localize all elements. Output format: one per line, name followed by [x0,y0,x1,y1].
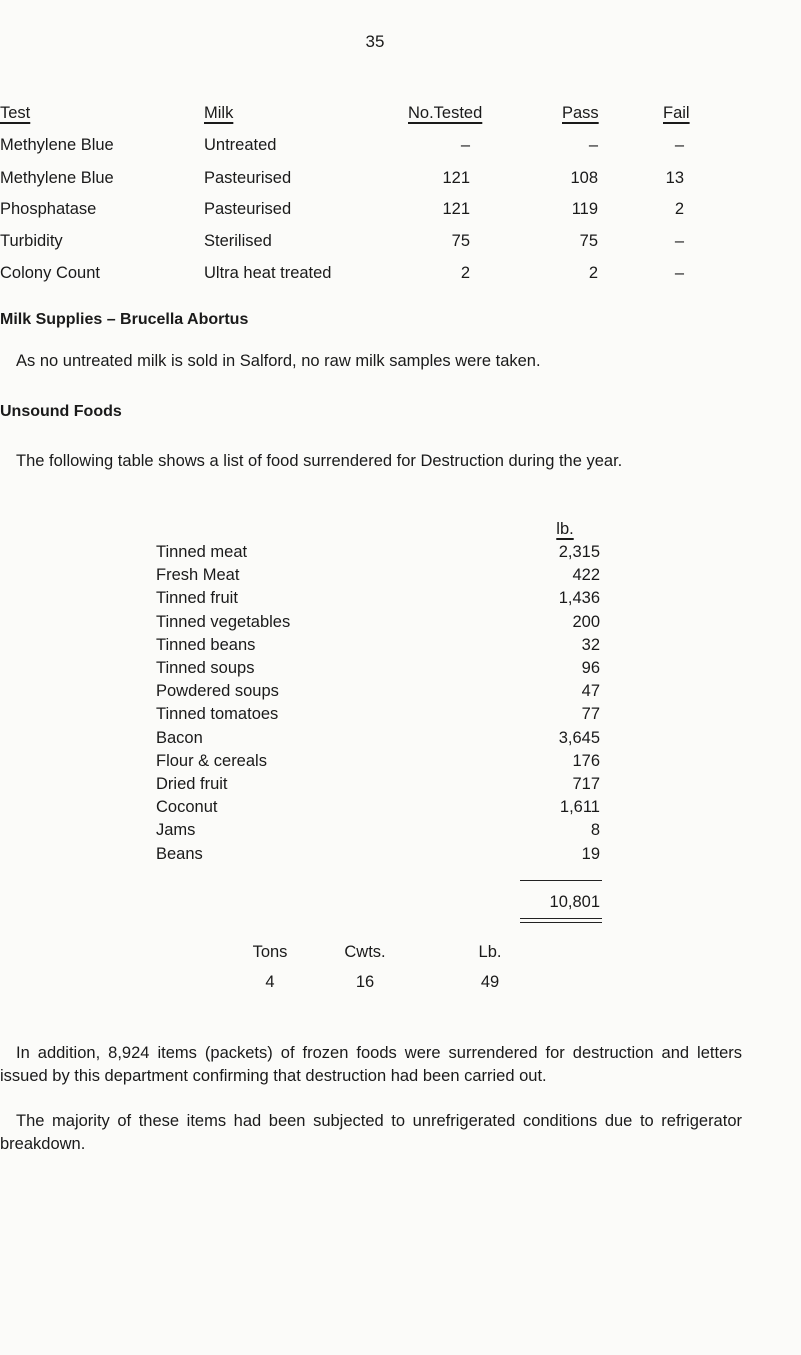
cell-pass: – [588,136,598,154]
refrigeration-note: The majority of these items had been subjected to unrefrigerated conditions due to refrigerator breakdown. [0,1112,742,1153]
food-weight: 422 [572,566,600,584]
food-name: Tinned fruit [156,589,238,607]
food-name: Jams [156,821,196,839]
cell-fail: – [674,232,684,250]
food-name: Coconut [156,798,218,816]
brucella-text: As no untreated milk is sold in Salford, no raw milk samples were taken. [16,352,541,370]
page-number: 35 [365,32,385,51]
food-name: Fresh Meat [156,566,240,584]
food-weight: 8 [590,821,600,839]
section-heading-brucella: Milk Supplies – Brucella Abortus [0,311,249,328]
cell-pass: 119 [571,200,598,218]
lb-value: 49 [480,973,500,991]
food-name: Tinned vegetables [156,613,291,631]
cell-milk: Sterilised [204,232,272,250]
tons-header: Tons [252,943,288,961]
cell-fail: 2 [674,200,684,218]
food-weight: 176 [572,752,600,770]
header-no-tested: No.Tested [408,104,483,122]
cell-fail: – [674,136,684,154]
unsound-intro: The following table shows a list of food surrendered for Destruction during the year. [16,452,623,470]
food-name: Tinned soups [156,659,255,677]
food-name: Powdered soups [156,682,279,700]
total-value: 10,801 [549,893,600,911]
cell-tested: 121 [442,169,470,187]
food-name: Dried fruit [156,775,228,793]
food-name: Tinned tomatoes [156,705,279,723]
food-weight: 1,436 [558,589,600,607]
cell-test: Turbidity [0,232,63,250]
cell-test: Colony Count [0,264,100,282]
cell-milk: Pasteurised [204,200,292,218]
cell-tested: 121 [442,200,470,218]
header-milk: Milk [204,104,234,122]
food-name: Tinned beans [156,636,256,654]
unit-header: lb. [556,520,574,538]
cell-milk: Untreated [204,136,277,154]
lb-header: Lb. [478,943,502,961]
food-weight: 1,611 [559,798,600,816]
header-fail: Fail [663,104,690,122]
food-name: Bacon [156,729,203,747]
cell-fail: – [674,264,684,282]
cwts-header: Cwts. [344,943,386,961]
cell-test: Methylene Blue [0,136,114,154]
cell-test: Methylene Blue [0,169,114,187]
cell-pass: 108 [570,169,598,187]
cell-tested: – [460,136,470,154]
food-weight: 3,645 [558,729,600,747]
cell-milk: Pasteurised [204,169,292,187]
food-weight: 19 [581,845,600,863]
food-name: Beans [156,845,203,863]
cell-milk: Ultra heat treated [204,264,332,282]
cwts-value: 16 [355,973,375,991]
food-weight: 717 [572,775,600,793]
cell-test: Phosphatase [0,200,97,218]
header-test: Test [0,104,31,122]
cell-pass: 2 [588,264,598,282]
total-rule [520,880,602,881]
food-weight: 77 [581,705,600,723]
cell-pass: 75 [579,232,598,250]
cell-tested: 2 [460,264,470,282]
food-weight: 96 [581,659,600,677]
tons-value: 4 [265,973,275,991]
food-weight: 32 [581,636,600,654]
section-heading-unsound-foods: Unsound Foods [0,403,122,420]
food-name: Flour & cereals [156,752,267,770]
food-weight: 47 [581,682,600,700]
cell-fail: 13 [665,169,684,187]
double-rule-bottom [520,922,602,923]
food-name: Tinned meat [156,543,248,561]
food-weight: 200 [572,613,600,631]
frozen-foods-note: In addition, 8,924 items (packets) of frozen foods were surrendered for destruction and letters issued by this department confirming that destruction had been carried out. [0,1044,742,1085]
header-pass: Pass [562,104,599,122]
cell-tested: 75 [451,232,470,250]
double-rule-top [520,918,602,919]
food-weight: 2,315 [558,543,600,561]
